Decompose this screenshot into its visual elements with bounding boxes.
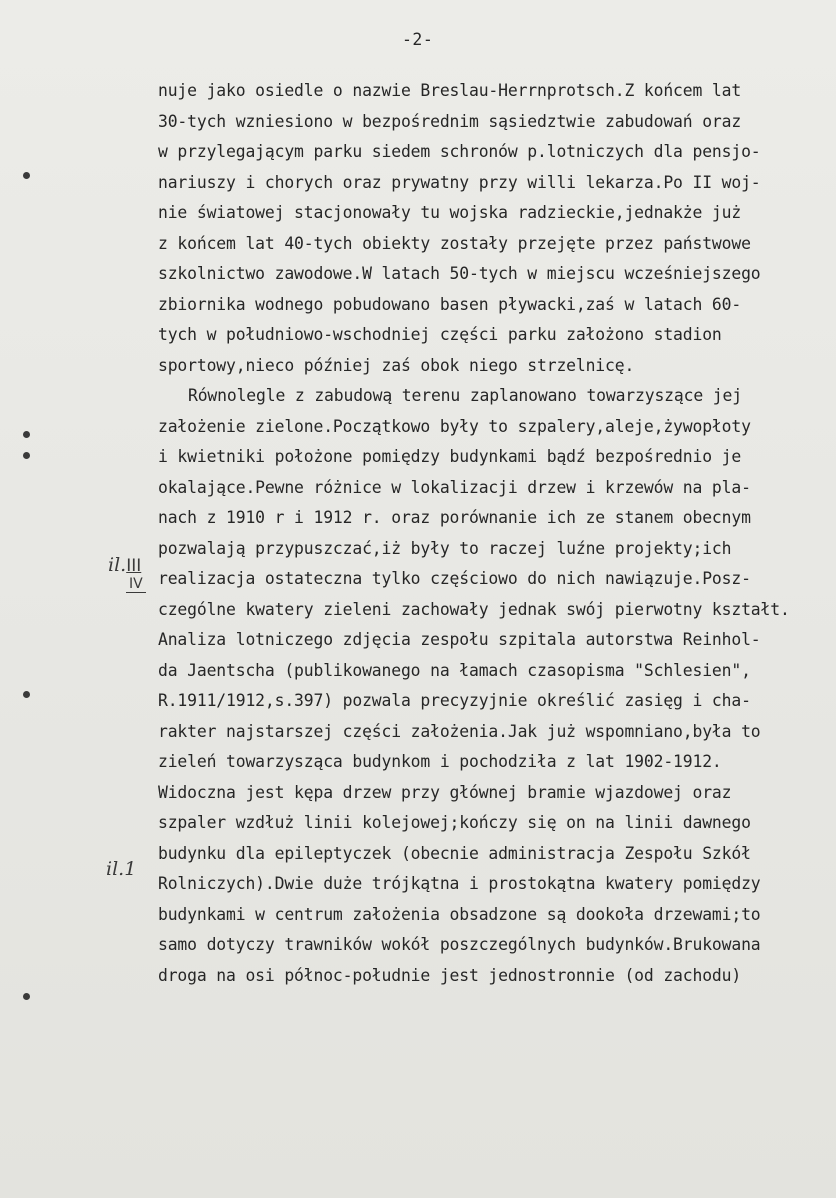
text-line: R.1911/1912,s.397) pozwala precyzyjnie określić zasięg i cha-: [158, 691, 751, 710]
text-line: Równolegle z zabudową terenu zaplanowano towarzyszące jej: [188, 386, 742, 405]
text-line: samo dotyczy trawników wokół poszczególnych budynków.Brukowana: [158, 935, 761, 954]
margin-note-prefix: il.: [108, 554, 127, 576]
punch-hole-mark: [23, 452, 30, 459]
text-line: droga na osi północ-południe jest jednostronnie (od zachodu): [158, 965, 742, 985]
text-line: Analiza lotniczego zdjęcia zespołu szpitala autorstwa Reinhol-: [158, 630, 761, 649]
text-line: pozwalają przypuszczać,iż były to raczej luźne projekty;ich: [158, 538, 732, 558]
margin-note-illustration-ref: [108, 554, 143, 592]
body-text: [158, 76, 828, 991]
text-line: nuje jako osiedle o nazwie Breslau-Herrnprotsch.Z końcem lat: [158, 81, 742, 100]
text-line: Rolniczych).Dwie duże trójkątna i prostokątna kwatery pomiędzy: [158, 874, 761, 893]
text-line: w przylegającym parku siedem schronów p.lotniczych dla pensjo-: [158, 142, 761, 161]
text-line: zbiornika wodnego pobudowano basen pływacki,zaś w latach 60-: [158, 294, 742, 314]
text-line: zieleń towarzysząca budynkom i pochodziła z lat 1902-1912.: [158, 752, 722, 771]
text-line: rakter najstarszej części założenia.Jak już wspomniano,była to: [158, 721, 761, 741]
text-line: da Jaentscha (publikowanego na łamach czasopisma "Schlesien",: [158, 660, 751, 680]
text-line: tych w południowo-wschodniej części parku założono stadion: [158, 325, 722, 344]
text-line: i kwietniki położone pomiędzy budynkami bądź bezpośrednio je: [158, 447, 742, 466]
text-line: 30-tych wzniesiono w bezpośrednim sąsiedztwie zabudowań oraz: [158, 111, 742, 131]
page-number: -2-: [402, 30, 434, 49]
text-line: nie światowej stacjonowały tu wojska radzieckie,jednakże już: [158, 203, 742, 222]
text-line: szkolnictwo zawodowe.W latach 50-tych w miejscu wcześniejszego: [158, 264, 761, 283]
text-line: budynku dla epileptyczek (obecnie administracja Zespołu Szkół: [158, 843, 751, 863]
text-line: budynkami w centrum założenia obsadzone są dookoła drzewami;to: [158, 904, 761, 924]
text-line: z końcem lat 40-tych obiekty zostały przejęte przez państwowe: [158, 233, 751, 253]
punch-hole-mark: [23, 431, 30, 438]
margin-note-sub-numeral: IV: [126, 576, 146, 593]
punch-hole-mark: [23, 993, 30, 1000]
text-line: założenie zielone.Początkowo były to szpalery,aleje,żywopłoty: [158, 416, 751, 436]
punch-hole-mark: [23, 691, 30, 698]
text-line: realizacja ostateczna tylko częściowo do nich nawiązuje.Posz-: [158, 569, 751, 588]
margin-note-numeral: III: [126, 556, 142, 576]
text-line: okalające.Pewne różnice w lokalizacji drzew i krzewów na pla-: [158, 477, 751, 497]
text-line: sportowy,nieco później zaś obok niego strzelnicę.: [158, 355, 635, 375]
text-line: nach z 1910 r i 1912 r. oraz porównanie ich ze stanem obecnym: [158, 508, 751, 527]
margin-note-illustration-ref: il.1: [106, 858, 137, 880]
text-line: szpaler wzdłuż linii kolejowej;kończy się on na linii dawnego: [158, 813, 751, 832]
text-line: nariuszy i chorych oraz prywatny przy willi lekarza.Po II woj-: [158, 172, 761, 192]
text-line: czególne kwatery zieleni zachowały jednak swój pierwotny kształt.: [158, 599, 790, 619]
text-line: Widoczna jest kępa drzew przy głównej bramie wjazdowej oraz: [158, 782, 732, 802]
punch-hole-mark: [23, 172, 30, 179]
